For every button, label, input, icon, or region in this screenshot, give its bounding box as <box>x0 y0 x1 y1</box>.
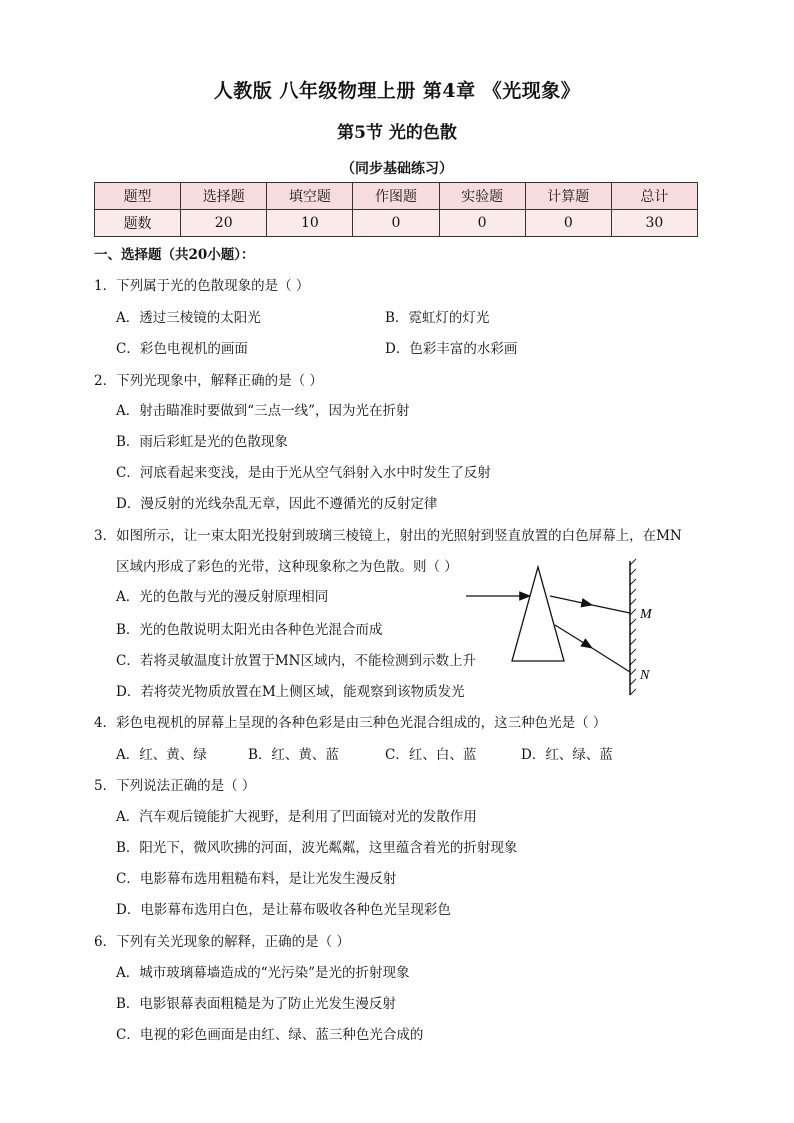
table-cell: 20 <box>181 210 267 237</box>
question-stem: 4．彩色电视机的屏幕上呈现的各种色彩是由三种色光混合组成的，这三种色光是（ ） <box>94 715 607 731</box>
refracted-ray-lower <box>555 625 592 648</box>
table-cell: 0 <box>439 210 525 237</box>
option: B．红、黄、蓝 <box>248 747 339 763</box>
question-stem-continued: 区域内形成了彩色的光带，这种现象称之为色散。则（ ） <box>116 559 458 575</box>
table-cell: 填空题 <box>267 183 353 210</box>
table-cell: 实验题 <box>439 183 525 210</box>
question-stem: 1．下列属于光的色散现象的是（ ） <box>94 278 310 294</box>
table-cell: 30 <box>611 210 697 237</box>
screen-hatching <box>630 559 636 695</box>
table-cell: 作图题 <box>353 183 439 210</box>
table-cell: 总计 <box>611 183 697 210</box>
option: D．红、绿、蓝 <box>521 747 613 763</box>
option: C．彩色电视机的画面 <box>116 341 248 357</box>
option: A．射击瞄准时要做到“三点一线”，因为光在折射 <box>116 403 410 419</box>
document-title: 人教版 八年级物理上册 第4章 《光现象》 <box>213 80 581 102</box>
option: B．雨后彩虹是光的色散现象 <box>116 434 288 450</box>
table-cell: 题型 <box>95 183 181 210</box>
option: D．电影幕布选用白色，是让幕布吸收各种色光呈现彩色 <box>116 902 451 918</box>
subtitle: （同步基础练习） <box>341 161 453 177</box>
table-cell: 计算题 <box>525 183 611 210</box>
option: A．城市玻璃幕墙造成的“光污染”是光的折射现象 <box>116 965 410 981</box>
section-title: 第5节 光的色散 <box>337 123 457 143</box>
option: D．色彩丰富的水彩画 <box>385 341 518 357</box>
option: A．汽车观后镜能扩大视野，是利用了凹面镜对光的发散作用 <box>116 809 477 825</box>
question-summary-table <box>94 182 698 237</box>
table-cell: 10 <box>267 210 353 237</box>
table-cell: 题数 <box>95 210 181 237</box>
option: D．漫反射的光线杂乱无章，因此不遵循光的反射定律 <box>116 496 438 512</box>
question-stem: 3．如图所示，让一束太阳光投射到玻璃三棱镜上，射出的光照射到竖直放置的白色屏幕上，在MN <box>94 528 682 544</box>
section-heading: 一、选择题（共20小题）： <box>94 247 255 263</box>
refracted-ray-upper <box>550 596 592 605</box>
option: C．河底看起来变浅，是由于光从空气斜射入水中时发生了反射 <box>116 465 491 481</box>
label-n: N <box>640 668 650 683</box>
option: C．电视的彩色画面是由红、绿、蓝三种色光合成的 <box>116 1027 424 1043</box>
option: B．霓虹灯的灯光 <box>385 310 490 326</box>
option: C．若将灵敏温度计放置于MN区域内，不能检测到示数上升 <box>116 653 476 669</box>
prism-shape <box>512 567 564 661</box>
option: C．电影幕布选用粗糙布料，是让光发生漫反射 <box>116 871 397 887</box>
table-cell: 0 <box>525 210 611 237</box>
option: B．电影银幕表面粗糙是为了防止光发生漫反射 <box>116 996 396 1012</box>
option: B．阳光下，微风吹拂的河面，波光粼粼，这里蕴含着光的折射现象 <box>116 840 518 856</box>
question-stem: 6．下列有关光现象的解释，正确的是（ ） <box>94 934 350 950</box>
label-m: M <box>640 607 652 622</box>
option: D．若将荧光物质放置在M上侧区域，能观察到该物质发光 <box>116 684 465 700</box>
table-row <box>95 210 698 237</box>
option: C．红、白、蓝 <box>385 747 477 763</box>
table-cell: 选择题 <box>181 183 267 210</box>
option: B．光的色散说明太阳光由各种色光混合而成 <box>116 622 383 638</box>
question-stem: 5．下列说法正确的是（ ） <box>94 778 256 794</box>
question-stem: 2．下列光现象中，解释正确的是（ ） <box>94 373 323 389</box>
prism-dispersion-figure <box>460 555 670 700</box>
option: A．光的色散与光的漫反射原理相同 <box>116 589 329 605</box>
table-cell: 0 <box>353 210 439 237</box>
option: A．透过三棱镜的太阳光 <box>116 310 261 326</box>
table-header-row <box>95 183 698 210</box>
option: A．红、黄、绿 <box>116 747 207 763</box>
